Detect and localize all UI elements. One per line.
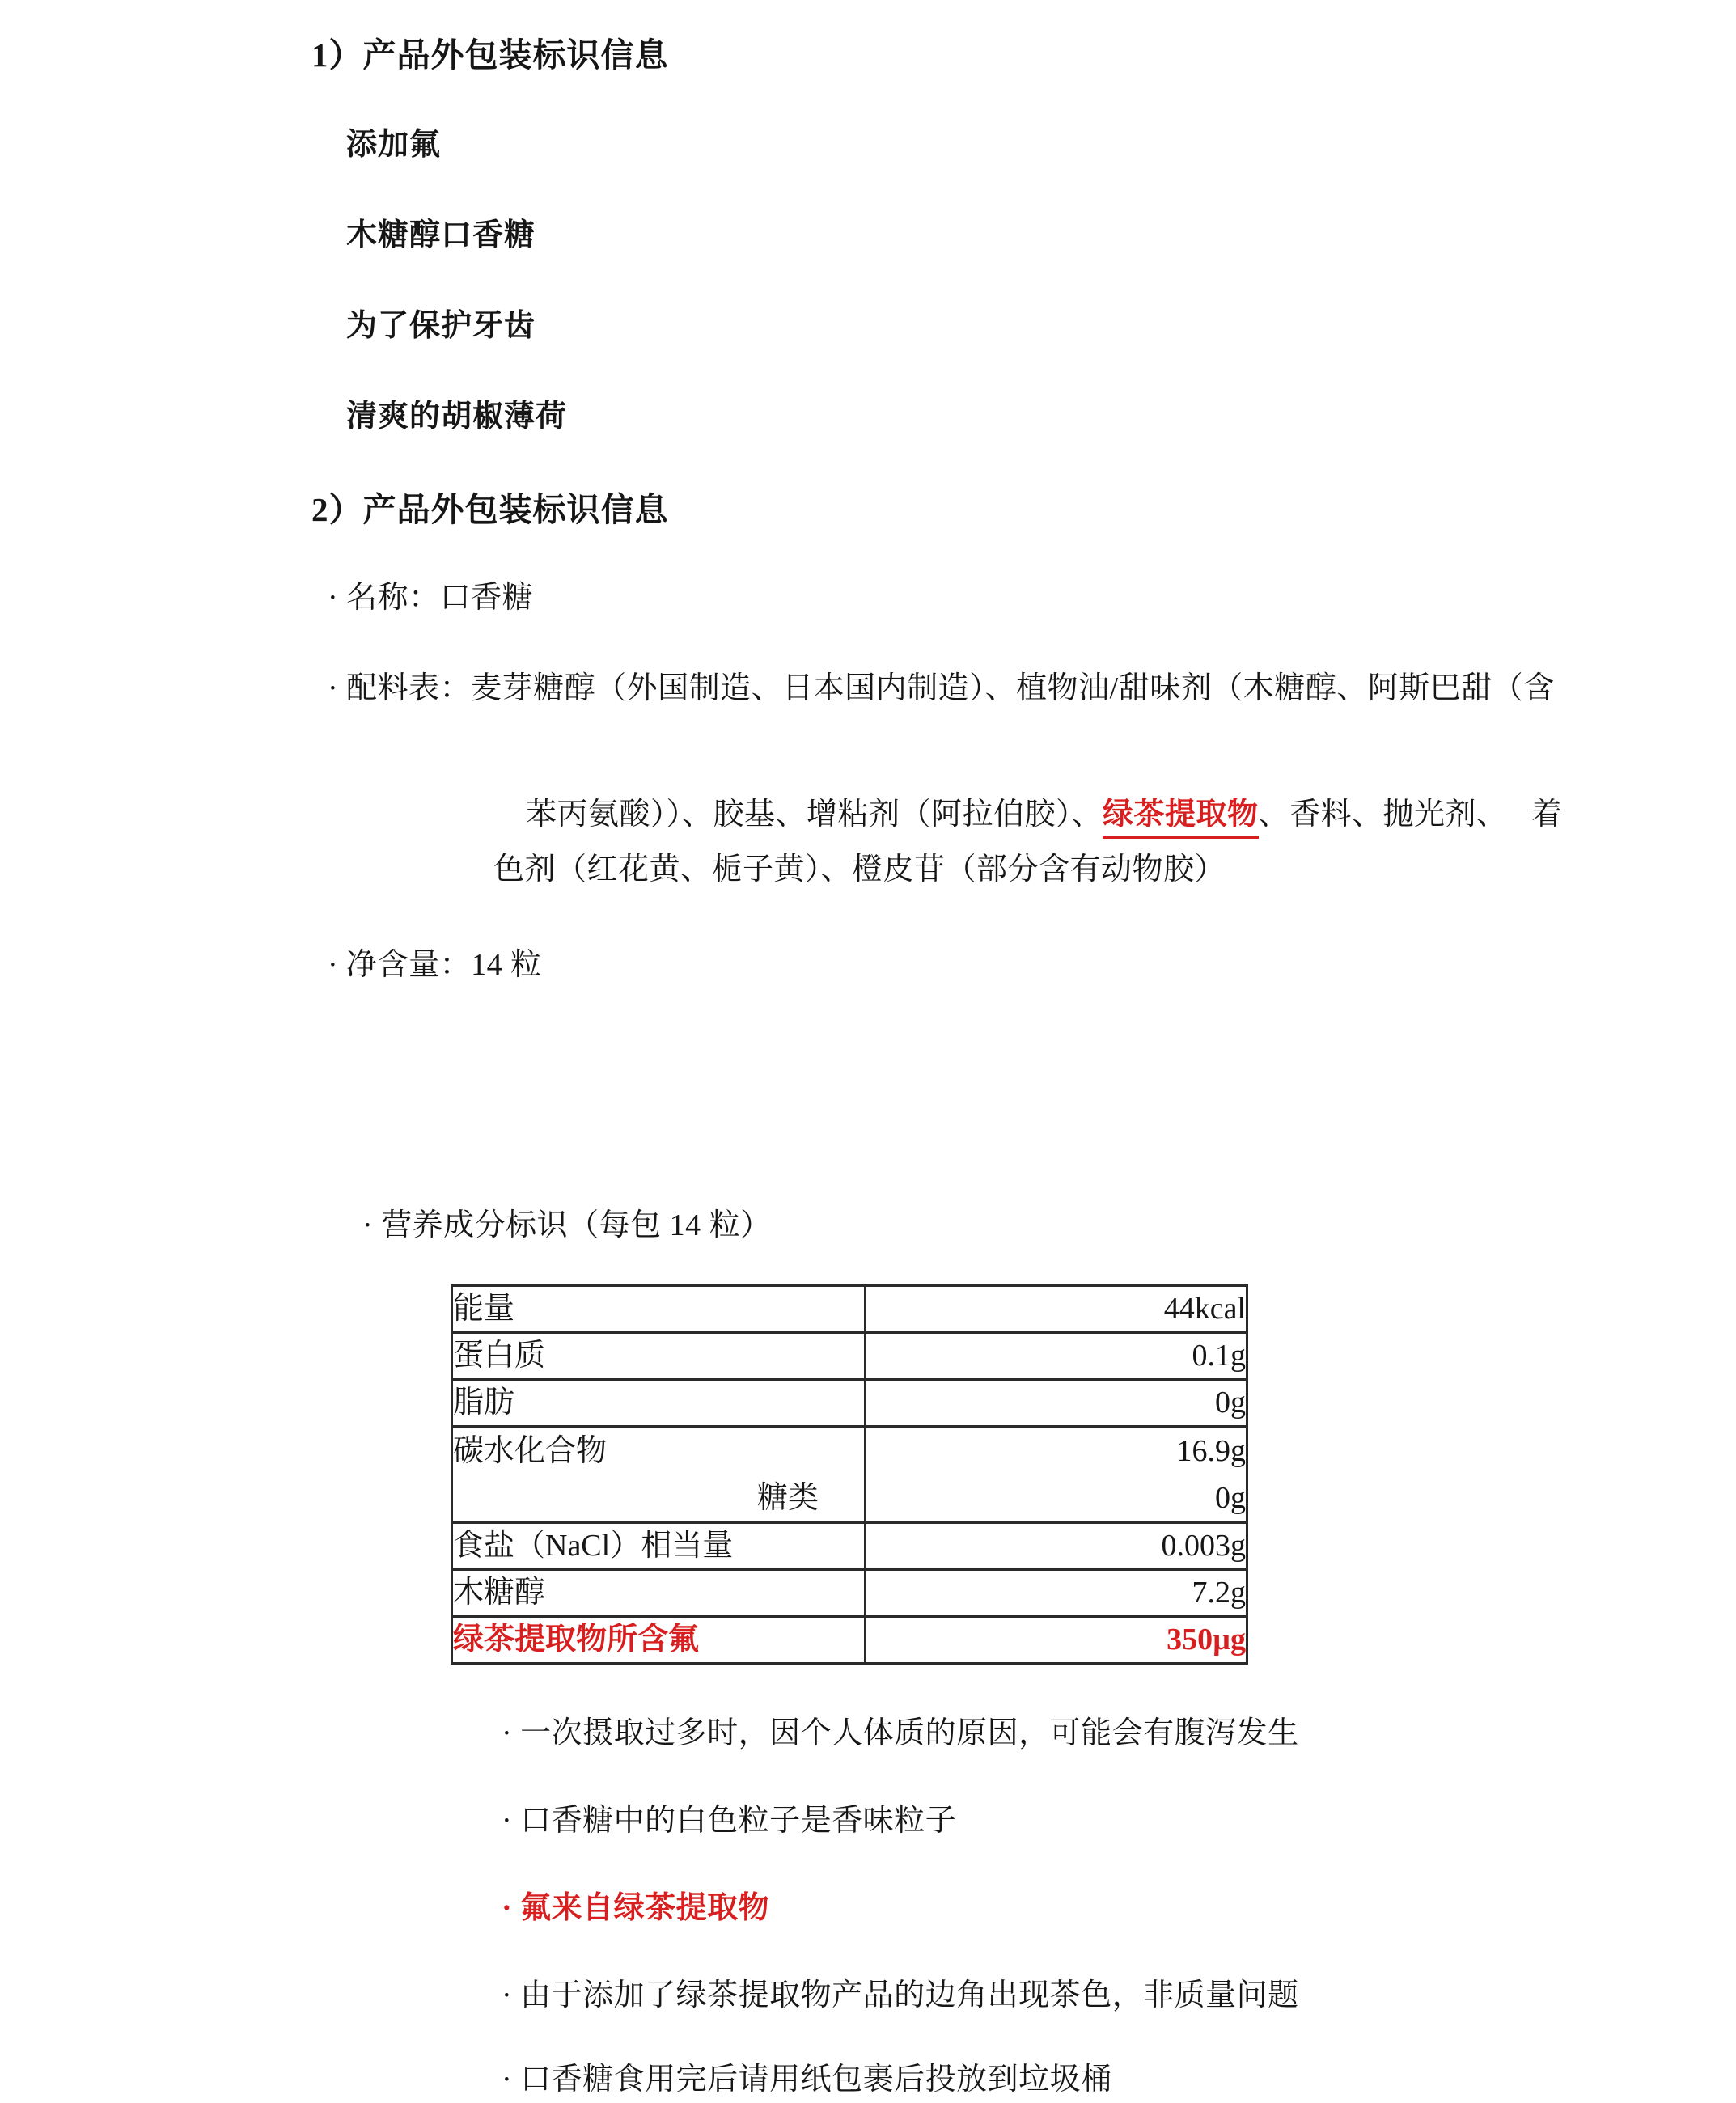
nutrition-table xyxy=(451,1284,1248,1665)
section1-heading: 1）产品外包装标识信息 xyxy=(311,36,669,74)
note-overconsumption: · 一次摄取过多时，因个人体质的原因，可能会有腹泻发生 xyxy=(502,1716,1299,1750)
product-claim-teeth: 为了保护牙齿 xyxy=(346,309,536,343)
note-tea-color: · 由于添加了绿茶提取物产品的边角出现茶色，非质量问题 xyxy=(502,1978,1299,2012)
net-content-line: · 净含量：14 粒 xyxy=(328,948,542,982)
ingredient-highlight-green-tea-extract: 绿茶提取物 xyxy=(1103,798,1259,839)
note-white-particles: · 口香糖中的白色粒子是香味粒子 xyxy=(502,1804,957,1838)
row-label: 绿茶提取物所含氟 xyxy=(452,1617,866,1664)
row-label: 脂肪 xyxy=(452,1380,866,1427)
note-disposal: · 口香糖食用完后请用纸包裹后投放到垃圾桶 xyxy=(502,2063,1112,2097)
row-value: 0g xyxy=(866,1380,1247,1427)
name-line: · 名称：口香糖 xyxy=(328,581,534,615)
row-sublabel-sugars: 糖类 xyxy=(756,1481,819,1515)
table-row-energy xyxy=(452,1286,1247,1333)
row-value: 7.2g xyxy=(866,1570,1247,1617)
row-value: 16.9g xyxy=(1176,1434,1246,1468)
row-label: 食盐（NaCl）相当量 xyxy=(452,1523,866,1570)
table-row-xylitol xyxy=(452,1570,1247,1617)
row-value: 0.003g xyxy=(866,1523,1247,1570)
row-label: 蛋白质 xyxy=(452,1333,866,1380)
ingredients-line1: · 配料表：麦芽糖醇（外国制造、日本国内制造）、植物油/甜味剂（木糖醇、阿斯巴甜（含 xyxy=(328,671,1555,705)
row-value: 350µg xyxy=(866,1617,1247,1664)
ingredients-line3: 色剂（红花黄、栀子黄）、橙皮苷（部分含有动物胶） xyxy=(493,853,1226,886)
table-row-fluoride xyxy=(452,1617,1247,1664)
table-row-salt xyxy=(452,1523,1247,1570)
row-value: 44kcal xyxy=(866,1286,1247,1333)
product-flavor-peppermint: 清爽的胡椒薄荷 xyxy=(346,400,568,434)
row-subvalue-sugars: 0g xyxy=(1215,1481,1246,1515)
row-value: 0.1g xyxy=(866,1333,1247,1380)
ingredients-line2-post: 、香料、抛光剂、 着 xyxy=(1258,797,1563,831)
table-row-fat xyxy=(452,1380,1247,1427)
product-name-xylitol-gum: 木糖醇口香糖 xyxy=(346,218,536,252)
product-claim-fluoride: 添加氟 xyxy=(346,128,442,162)
row-label: 能量 xyxy=(452,1286,866,1333)
row-label: 碳水化合物 xyxy=(453,1434,608,1468)
ingredients-line2-pre: 苯丙氨酸））、胶基、增粘剂（阿拉伯胶）、 xyxy=(526,797,1103,831)
section2-heading: 2）产品外包装标识信息 xyxy=(311,491,669,528)
table-row-carbohydrate xyxy=(452,1427,1247,1523)
note-fluoride-source: · 氟来自绿茶提取物 xyxy=(502,1891,770,1925)
row-label: 木糖醇 xyxy=(452,1570,866,1617)
table-row-protein xyxy=(452,1333,1247,1380)
nutrition-caption: · 营养成分标识（每包 14 粒） xyxy=(362,1208,772,1242)
